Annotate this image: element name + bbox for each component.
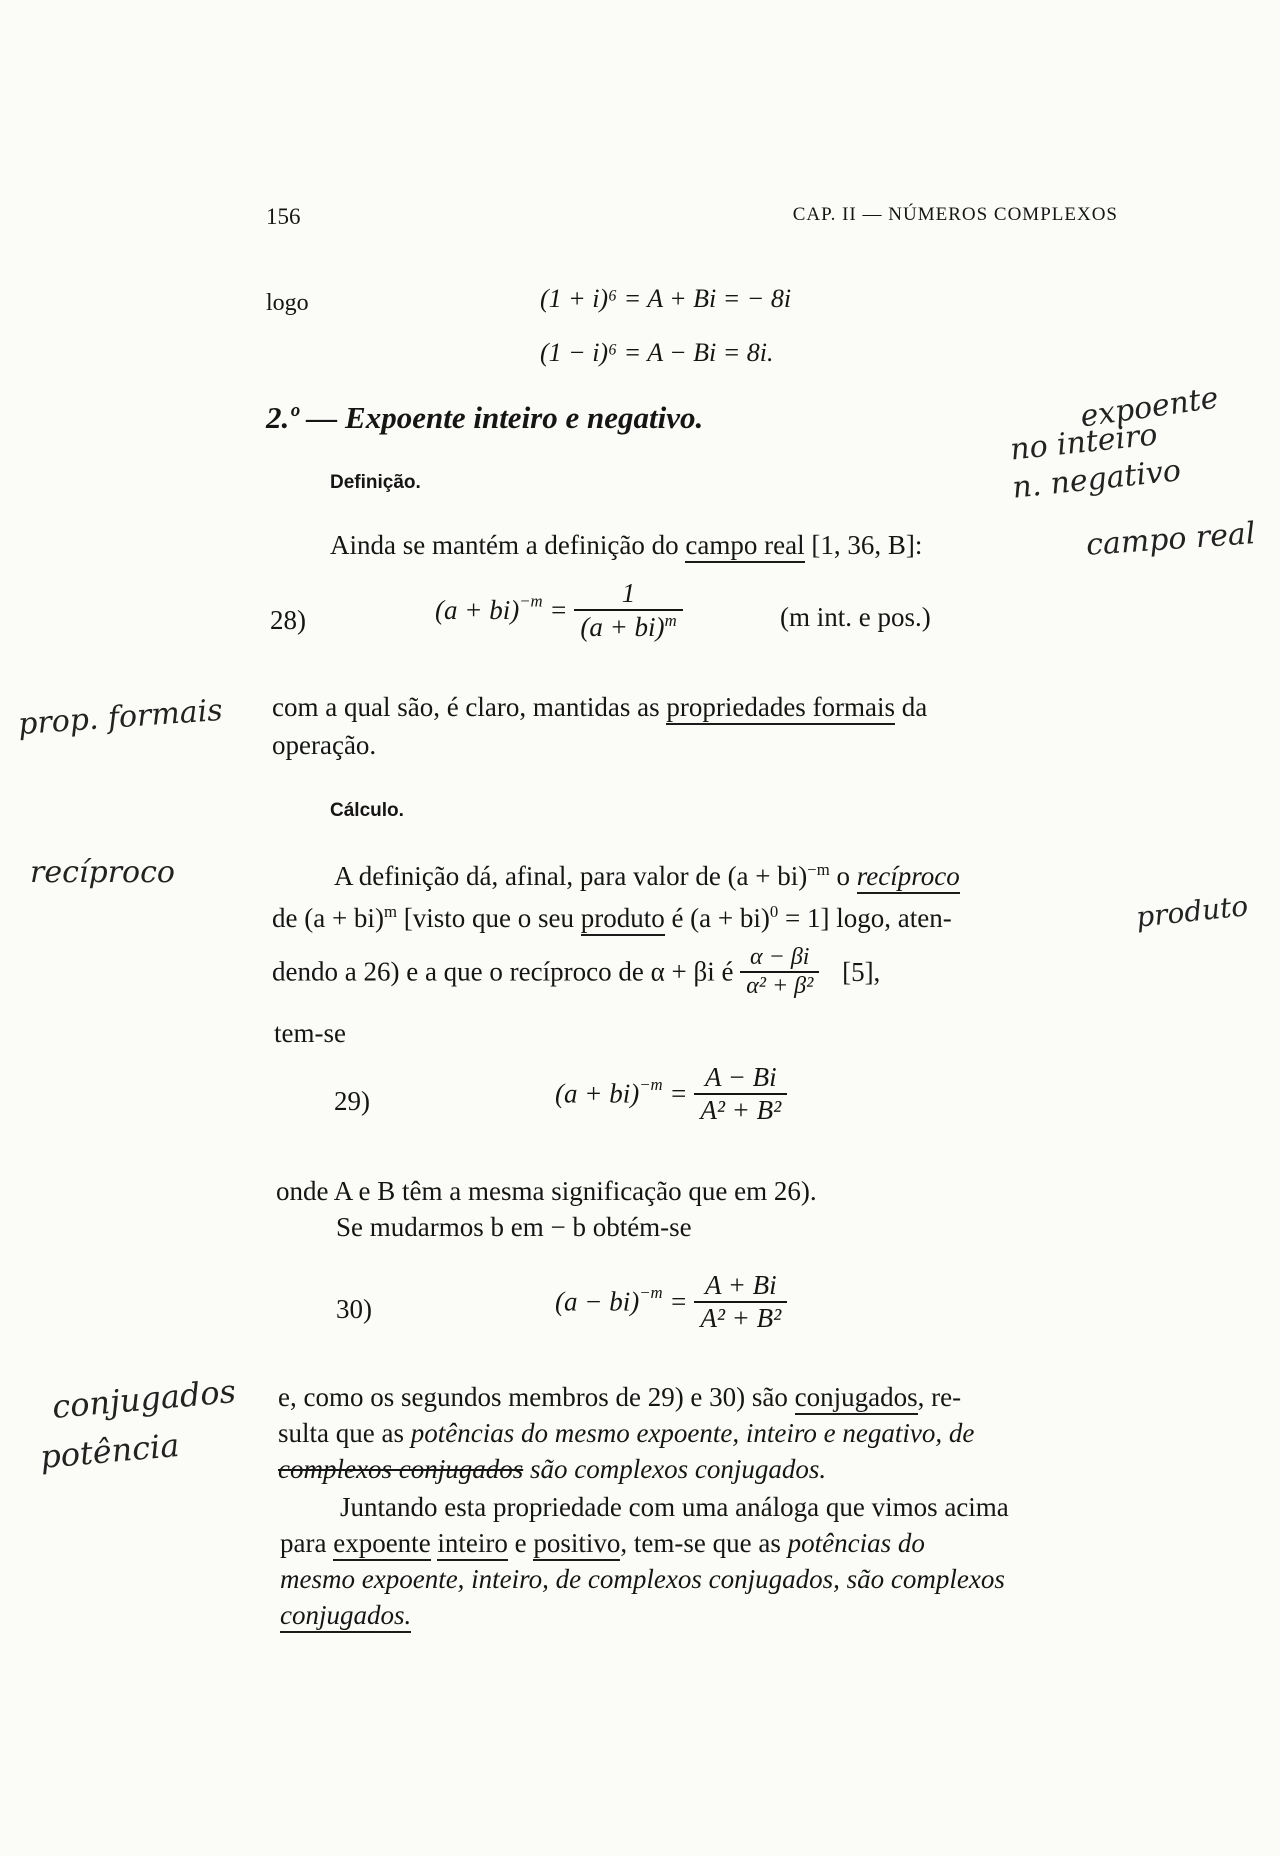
calculo-line13: [280, 1600, 411, 1631]
p11-u1: expoente: [333, 1528, 430, 1561]
definicao-text-a: Ainda se mantém a definição do: [330, 530, 686, 560]
p9-italic: são complexos conjugados.: [523, 1454, 827, 1484]
eq30-denominator: A² + B²: [694, 1301, 787, 1334]
eq29-label: 29): [334, 1086, 370, 1116]
p11-a: para: [280, 1528, 334, 1558]
logo-label: logo: [266, 290, 309, 316]
definicao-after-line1: [272, 692, 927, 723]
handwritten-note-prop-formais: prop. formais: [17, 692, 224, 743]
p8-a: sulta que as: [278, 1418, 411, 1448]
p2-b: [visto que o seu: [396, 903, 581, 933]
eq30-lhs-exp: −m: [639, 1283, 663, 1303]
eq29-equals: =: [669, 1078, 688, 1109]
handwritten-note-conjugados: conjugados: [50, 1372, 238, 1426]
p2-a-exp: m: [383, 902, 397, 921]
eq29-denominator: A² + B²: [694, 1093, 787, 1126]
eq29: [555, 1062, 787, 1126]
eq30: [555, 1270, 787, 1334]
handwritten-note-reciproco: recíproco: [30, 855, 175, 890]
p13-underlined: conjugados.: [280, 1600, 411, 1633]
chapter-title: CAP. II — NÚMEROS COMPLEXOS: [792, 204, 1118, 225]
eq29-numerator: A − Bi: [704, 1062, 777, 1092]
definicao-text-underlined: campo real: [685, 530, 804, 563]
calculo-line6: Se mudarmos b em − b obtém-se: [336, 1212, 692, 1242]
after-underlined: propriedades formais: [666, 692, 895, 725]
section-title: 2.º — Expoente inteiro e negativo.: [266, 400, 704, 435]
definicao-text: [330, 530, 922, 561]
handwritten-note-negativo: n. negativo: [1010, 453, 1183, 506]
p11-u3: positivo: [533, 1528, 620, 1561]
eq30-lhs: (a − bi): [555, 1286, 640, 1317]
eq28-lhs: (a + bi): [435, 595, 520, 625]
definicao-heading: Definição.: [330, 472, 421, 493]
p7-a: e, como os segundos membros de 29) e 30) são: [278, 1382, 795, 1412]
p2-a: de (a + bi): [272, 903, 384, 933]
definicao-text-b: [1, 36, B]:: [804, 530, 923, 560]
eq29-fraction: [694, 1062, 787, 1126]
calculo-line8: [278, 1418, 974, 1449]
eq28-fraction: [574, 578, 682, 643]
eq28-equals: =: [549, 595, 568, 625]
p2-c-exp: 0: [769, 902, 779, 921]
page-number: 156: [266, 204, 301, 229]
handwritten-note-inteiro: no inteiro: [1008, 417, 1160, 468]
calculo-heading: Cálculo.: [330, 800, 404, 821]
p11-u2: inteiro: [437, 1528, 507, 1561]
after-a: com a qual são, é claro, mantidas as: [272, 692, 667, 722]
p11-c: e: [507, 1528, 534, 1558]
eq28-denominator: [574, 609, 682, 643]
calculo-line2: [272, 902, 952, 934]
calculo-line12: mesmo expoente, inteiro, de complexos conjugados, são complexos: [280, 1564, 1005, 1594]
eq29-lhs: (a + bi): [555, 1078, 640, 1109]
handwritten-note-potencia: potência: [38, 1425, 181, 1477]
p3-fraction: [740, 944, 819, 1000]
p1-b: o: [829, 861, 857, 891]
p3-a: dendo a 26) e a que o recíproco de α + βi é: [272, 956, 734, 987]
eq28-label: 28): [270, 605, 306, 635]
calculo-line3: [272, 944, 880, 1000]
eq28-note: (m int. e pos.): [780, 602, 931, 632]
p11-italic: potências do: [787, 1528, 925, 1558]
calculo-line9: [278, 1454, 826, 1485]
calculo-line4: tem-se: [274, 1018, 346, 1048]
eq30-label: 30): [336, 1294, 372, 1324]
definicao-after-line2: operação.: [272, 730, 377, 760]
calculo-line10: Juntando esta propriedade com uma análoga que vimos acima: [340, 1492, 1009, 1522]
eq30-numerator: A + Bi: [704, 1270, 777, 1300]
p2-underlined: produto: [581, 903, 665, 936]
p1-a: A definição dá, afinal, para valor de (a + bi): [334, 861, 808, 891]
p1-a-exp: −m: [807, 860, 830, 879]
after-b: da: [895, 692, 928, 722]
p3-denominator: α² + β²: [740, 971, 819, 1000]
calculo-line1: [334, 860, 960, 892]
equation-2: (1 − i)⁶ = A − Bi = 8i.: [540, 338, 774, 367]
p7-underlined: conjugados: [795, 1382, 918, 1415]
p9-strike: complexos conjugados: [278, 1454, 524, 1484]
eq28-numerator: 1: [621, 578, 636, 608]
p1-underlined: recíproco: [857, 861, 960, 894]
p2-d: = 1] logo, aten-: [778, 903, 952, 933]
handwritten-note-expoente: expoente: [1078, 380, 1221, 435]
equation-1: (1 + i)⁶ = A + Bi = − 8i: [540, 284, 792, 313]
calculo-line5: onde A e B têm a mesma significação que em 26).: [276, 1176, 817, 1206]
p11-d: , tem-se que as: [620, 1528, 788, 1558]
p2-c: é (a + bi): [664, 903, 770, 933]
eq28-lhs-exp: −m: [519, 591, 543, 611]
calculo-line11: [280, 1528, 925, 1559]
p3-numerator: α − βi: [750, 944, 810, 970]
handwritten-note-campo-real: campo real: [1084, 516, 1257, 563]
p3-b: [5],: [842, 956, 881, 987]
eq28-den-exp: m: [664, 611, 677, 630]
eq28-den-base: (a + bi): [580, 612, 665, 642]
eq30-equals: =: [669, 1286, 688, 1317]
eq28: [435, 578, 683, 643]
p8-italic: potências do mesmo expoente, inteiro e negativo, de: [410, 1418, 975, 1448]
eq29-lhs-exp: −m: [639, 1075, 663, 1095]
handwritten-note-produto: produto: [1134, 889, 1250, 934]
p7-b: , re-: [917, 1382, 962, 1412]
calculo-line7: [278, 1382, 961, 1413]
eq30-fraction: [694, 1270, 787, 1334]
